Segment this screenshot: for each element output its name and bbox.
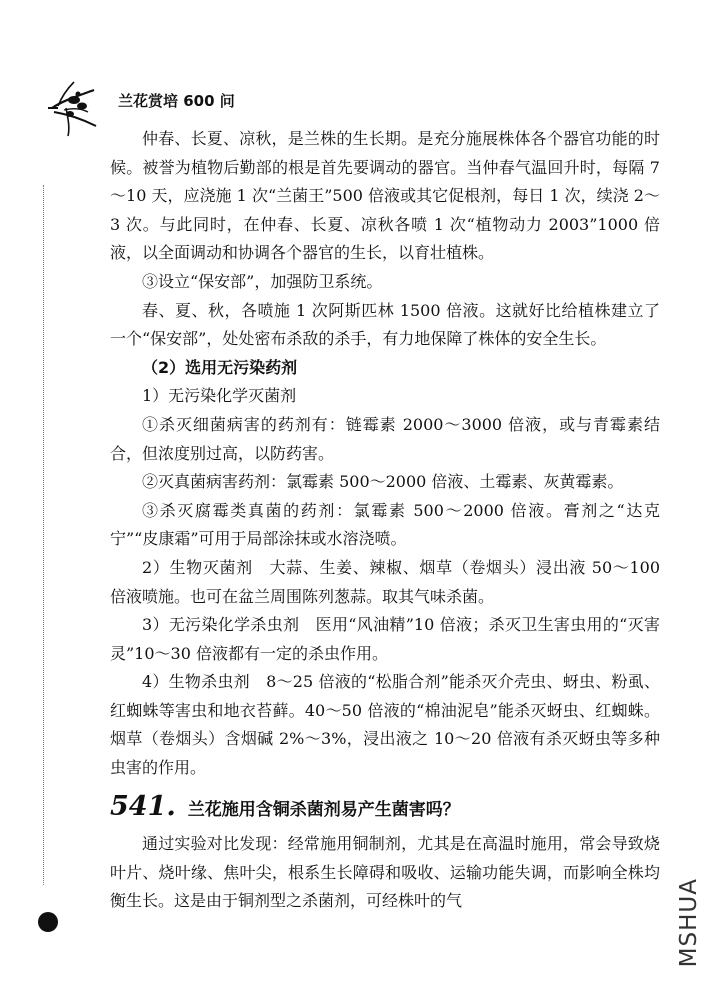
paragraph: 春、夏、秋，各喷施 1 次阿斯匹林 1500 倍液。这就好比给植株建立了一个“保安部”，处处密布杀敌的杀手，有力地保障了株体的安全生长。	[110, 300, 660, 349]
margin-dotted-line	[43, 185, 44, 885]
paragraph: 通过实验对比发现：经常施用铜制剂，尤其是在高温时施用，常会导致烧叶片、烧叶缘、焦叶尖，根系生长障碍和吸收、运输功能失调，而影响全株均衡生长。这是由于铜剂型之杀菌剂，可经株叶的气	[110, 834, 660, 911]
paragraph: ①杀灭细菌病害的药剂有：链霉素 2000～3000 倍液，或与青霉素结合，但浓度别过高，以防药害。	[110, 414, 660, 463]
paragraph: ②灭真菌病害药剂：氯霉素 500～2000 倍液、土霉素、灰黄霉素。	[142, 472, 624, 492]
page-body	[110, 125, 660, 916]
subsection-heading: 1）无污染化学灭菌剂	[142, 386, 297, 406]
orchid-icon	[44, 78, 114, 138]
paragraph: 2）生物灭菌剂 大蒜、生姜、辣椒、烟草（卷烟头）浸出液 50～100 倍液喷施。也可在盆兰周围陈列葱蒜。取其气味杀菌。	[110, 557, 660, 606]
paragraph: 3）无污染化学杀虫剂 医用“风油精”10 倍液；杀灭卫生害虫用的“灭害灵”10～30 倍液都有一定的杀虫作用。	[110, 615, 660, 663]
paragraph: ③设立“保安部”，加强防卫系统。	[142, 271, 383, 291]
book-title: 兰花赏培 600 问	[118, 92, 235, 110]
question-number: 541.	[110, 790, 176, 822]
section-heading: （2）选用无污染药剂	[142, 357, 298, 377]
question-title: 兰花施用含铜杀菌剂易产生菌害吗？	[187, 799, 460, 820]
margin-dot-icon	[38, 912, 58, 932]
paragraph: ③杀灭腐霉类真菌的药剂：氯霉素 500～2000 倍液。膏剂之“达克宁”“皮康霜”可用于局部涂抹或水溶浇喷。	[110, 500, 660, 549]
paragraph: 4）生物杀虫剂 8～25 倍液的“松脂合剂”能杀灭介壳虫、蚜虫、粉虱、红蜘蛛等害虫和地衣苔藓。40～50 倍液的“棉油泥皂”能杀灭蚜虫、红蜘蛛。烟草（卷烟头）含烟碱 2%～3%，浸出液之 10～20 倍液有杀灭蚜虫等多种虫害的作用。	[110, 672, 660, 778]
question-heading	[110, 790, 660, 825]
watermark: MSHUA	[676, 878, 702, 968]
paragraph: 仲春、长夏、凉秋，是兰株的生长期。是充分施展株体各个器官功能的时候。被誉为植物后勤部的根是首先要调动的器官。当仲春气温回升时，每隔 7～10 天，应浇施 1 次“兰菌王”500 倍液或其它促根剂，每日 1 次，续浇 2～3 次。与此同时，在仲春、长夏、凉秋各喷 1 次“植物动力 2003”1000 倍液，以全面调动和协调各个器官的生长，以育壮植株。	[110, 129, 660, 263]
